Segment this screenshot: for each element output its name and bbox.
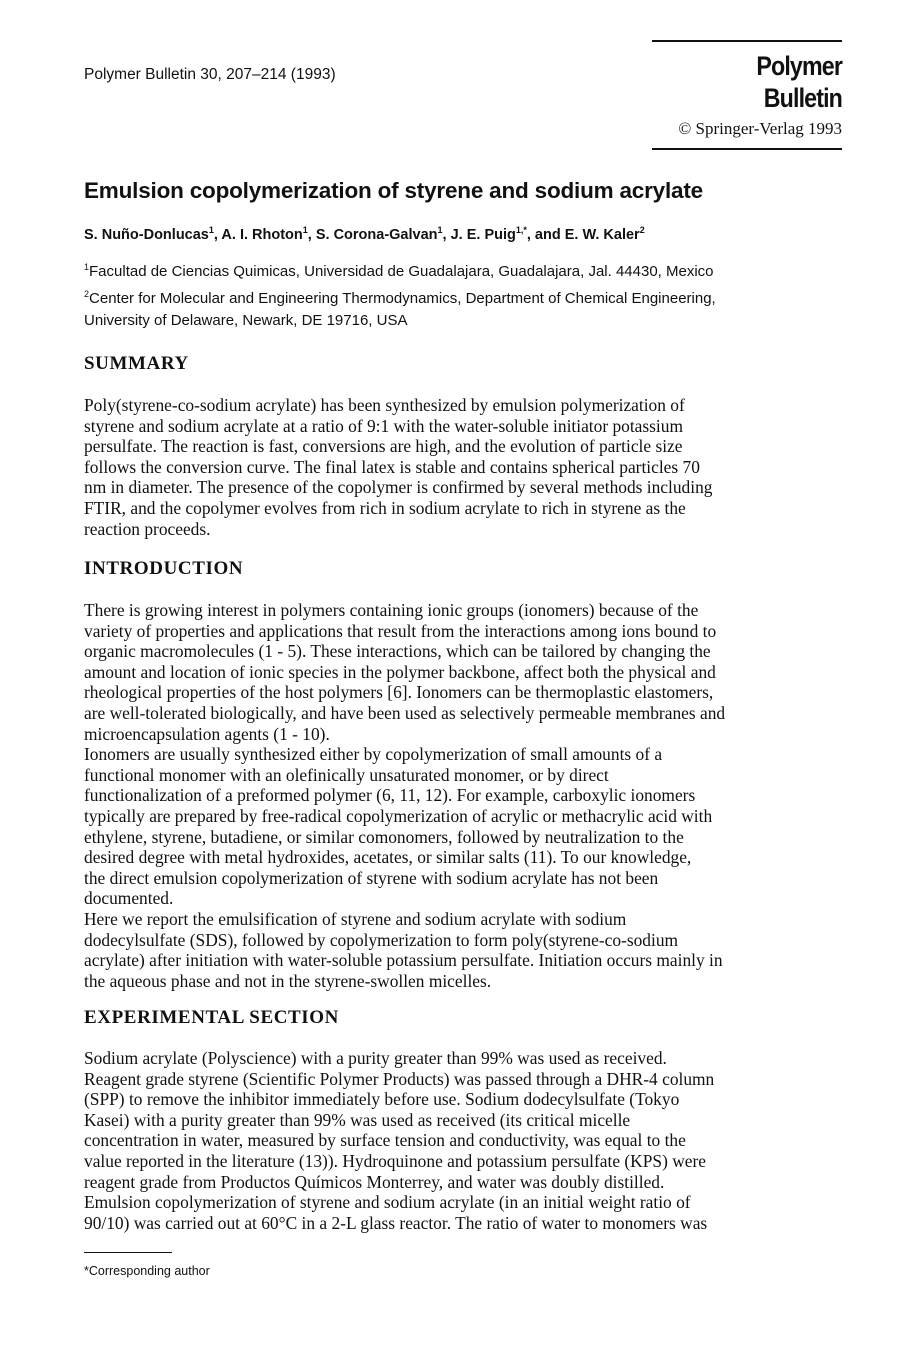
- text-line: Ionomers are usually synthesized either by copolymerization of small amounts of a: [84, 744, 663, 765]
- affiliations: [84, 256, 844, 332]
- text-line: Kasei) with a purity greater than 99% was used as received (its critical micelle: [84, 1109, 631, 1130]
- author-name: S. Nuño-Donlucas: [84, 226, 209, 243]
- author-affiliation-mark: 1: [437, 225, 443, 235]
- text-line: Here we report the emulsification of styrene and sodium acrylate with sodium: [84, 908, 627, 929]
- author-affiliation-mark: 1,*: [515, 225, 527, 235]
- footnote-rule: [84, 1252, 172, 1253]
- text-line: functionalization of a preformed polymer (6, 11, 12). For example, carboxylic ionomers: [84, 785, 696, 806]
- text-line: desired degree with metal hydroxides, acetates, or similar salts (11). To our knowledge,: [84, 847, 692, 868]
- author-name: E. W. Kaler: [564, 226, 640, 243]
- text-line: organic macromolecules (1 - 5). These interactions, which can be tailored by changing the: [84, 641, 711, 662]
- journal-masthead: [652, 40, 842, 150]
- summary-body: [84, 395, 824, 539]
- author-separator: , and: [526, 226, 565, 243]
- text-line: ethylene, styrene, butadiene, or similar comonomers, followed by neutralization to the: [84, 826, 684, 847]
- text-line: Reagent grade styrene (Scientific Polymer Products) was passed through a DHR-4 column: [84, 1068, 715, 1089]
- affiliation-mark: 1: [84, 262, 90, 272]
- text-line: reagent grade from Productos Químicos Monterrey, and water was doubly distilled.: [84, 1171, 665, 1192]
- article-title: Emulsion copolymerization of styrene and sodium acrylate: [84, 178, 703, 203]
- author-list: [84, 225, 645, 243]
- text-line: variety of properties and applications that result from the interactions among ions bound to: [84, 620, 717, 641]
- author-name: A. I. Rhoton: [221, 226, 303, 243]
- publisher-line: © Springer-Verlag 1993: [678, 119, 842, 138]
- affiliation-line: [84, 310, 844, 332]
- affiliation-text: University of Delaware, Newark, DE 19716, USA: [84, 312, 408, 329]
- text-line: rheological properties of the host polymers [6]. Ionomers can be thermoplastic elastomers,: [84, 682, 714, 703]
- affiliation-mark: 2: [84, 289, 90, 299]
- experimental-body: [84, 1048, 824, 1233]
- text-line: typically are prepared by free-radical copolymerization of acrylic or methacrylic acid with: [84, 805, 713, 826]
- text-line: microencapsulation agents (1 - 10).: [84, 723, 330, 744]
- text-line: the direct emulsion copolymerization of styrene with sodium acrylate has not been: [84, 867, 659, 888]
- affiliation-text: Facultad de Ciencias Quimicas, Universidad de Guadalajara, Guadalajara, Jal. 44430, Mexico: [89, 263, 714, 280]
- text-line: are well-tolerated biologically, and have been used as selectively permeable membranes and: [84, 702, 726, 723]
- summary-heading: SUMMARY: [84, 353, 189, 374]
- text-line: FTIR, and the copolymer evolves from rich in sodium acrylate to rich in styrene as the: [84, 497, 686, 518]
- text-line: amount and location of ionic species in the polymer backbone, affect both the physical and: [84, 661, 716, 682]
- affiliation-line: [84, 283, 844, 310]
- text-line: (SPP) to remove the inhibitor immediately before use. Sodium dodecylsulfate (Tokyo: [84, 1089, 680, 1110]
- affiliation-line: [84, 256, 844, 283]
- text-line: functional monomer with an olefinically unsaturated monomer, or by direct: [84, 764, 609, 785]
- text-line: Poly(styrene-co-sodium acrylate) has been synthesized by emulsion polymerization of: [84, 395, 685, 415]
- text-line: persulfate. The reaction is fast, conversions are high, and the evolution of particle size: [84, 436, 683, 457]
- text-line: follows the conversion curve. The final latex is stable and contains spherical particles 70: [84, 456, 700, 477]
- journal-name: Polymer Bulletin: [756, 51, 842, 113]
- author-name: S. Corona-Galvan: [315, 226, 438, 243]
- text-line: 90/10) was carried out at 60°C in a 2-L glass reactor. The ratio of water to monomers was: [84, 1212, 708, 1233]
- affiliation-text: Center for Molecular and Engineering Thermodynamics, Department of Chemical Engineering,: [89, 290, 716, 307]
- introduction-body: [84, 600, 824, 991]
- text-line: reaction proceeds.: [84, 518, 211, 539]
- journal-citation: Polymer Bulletin 30, 207–214 (1993): [84, 66, 336, 83]
- author-separator: ,: [442, 226, 451, 243]
- introduction-heading: INTRODUCTION: [84, 558, 244, 579]
- text-line: concentration in water, measured by surface tension and conductivity, was equal to the: [84, 1130, 686, 1151]
- text-line: nm in diameter. The presence of the copolymer is confirmed by several methods including: [84, 477, 713, 498]
- text-line: documented.: [84, 888, 174, 909]
- author-affiliation-mark: 2: [639, 225, 645, 235]
- author-separator: ,: [213, 226, 222, 243]
- text-line: acrylate) after initiation with water-soluble potassium persulfate. Initiation occurs mainly in: [84, 950, 723, 971]
- experimental-heading: EXPERIMENTAL SECTION: [84, 1007, 340, 1028]
- text-line: the aqueous phase and not in the styrene-swollen micelles.: [84, 970, 492, 991]
- author-affiliation-mark: 1: [302, 225, 308, 235]
- text-line: value reported in the literature (13)). Hydroquinone and potassium persulfate (KPS) were: [84, 1150, 707, 1171]
- author-name: J. E. Puig: [450, 226, 516, 243]
- text-line: styrene and sodium acrylate at a ratio of 9:1 with the water-soluble initiator potassium: [84, 415, 683, 436]
- author-affiliation-mark: 1: [208, 225, 214, 235]
- text-line: There is growing interest in polymers containing ionic groups (ionomers) because of the: [84, 600, 699, 620]
- masthead-rule: [652, 148, 842, 150]
- text-line: Emulsion copolymerization of styrene and sodium acrylate (in an initial weight ratio of: [84, 1192, 691, 1213]
- text-line: dodecylsulfate (SDS), followed by copolymerization to form poly(styrene-co-sodium: [84, 929, 679, 950]
- footnote: *Corresponding author: [84, 1264, 210, 1278]
- author-separator: ,: [307, 226, 316, 243]
- text-line: Sodium acrylate (Polyscience) with a purity greater than 99% was used as received.: [84, 1048, 667, 1068]
